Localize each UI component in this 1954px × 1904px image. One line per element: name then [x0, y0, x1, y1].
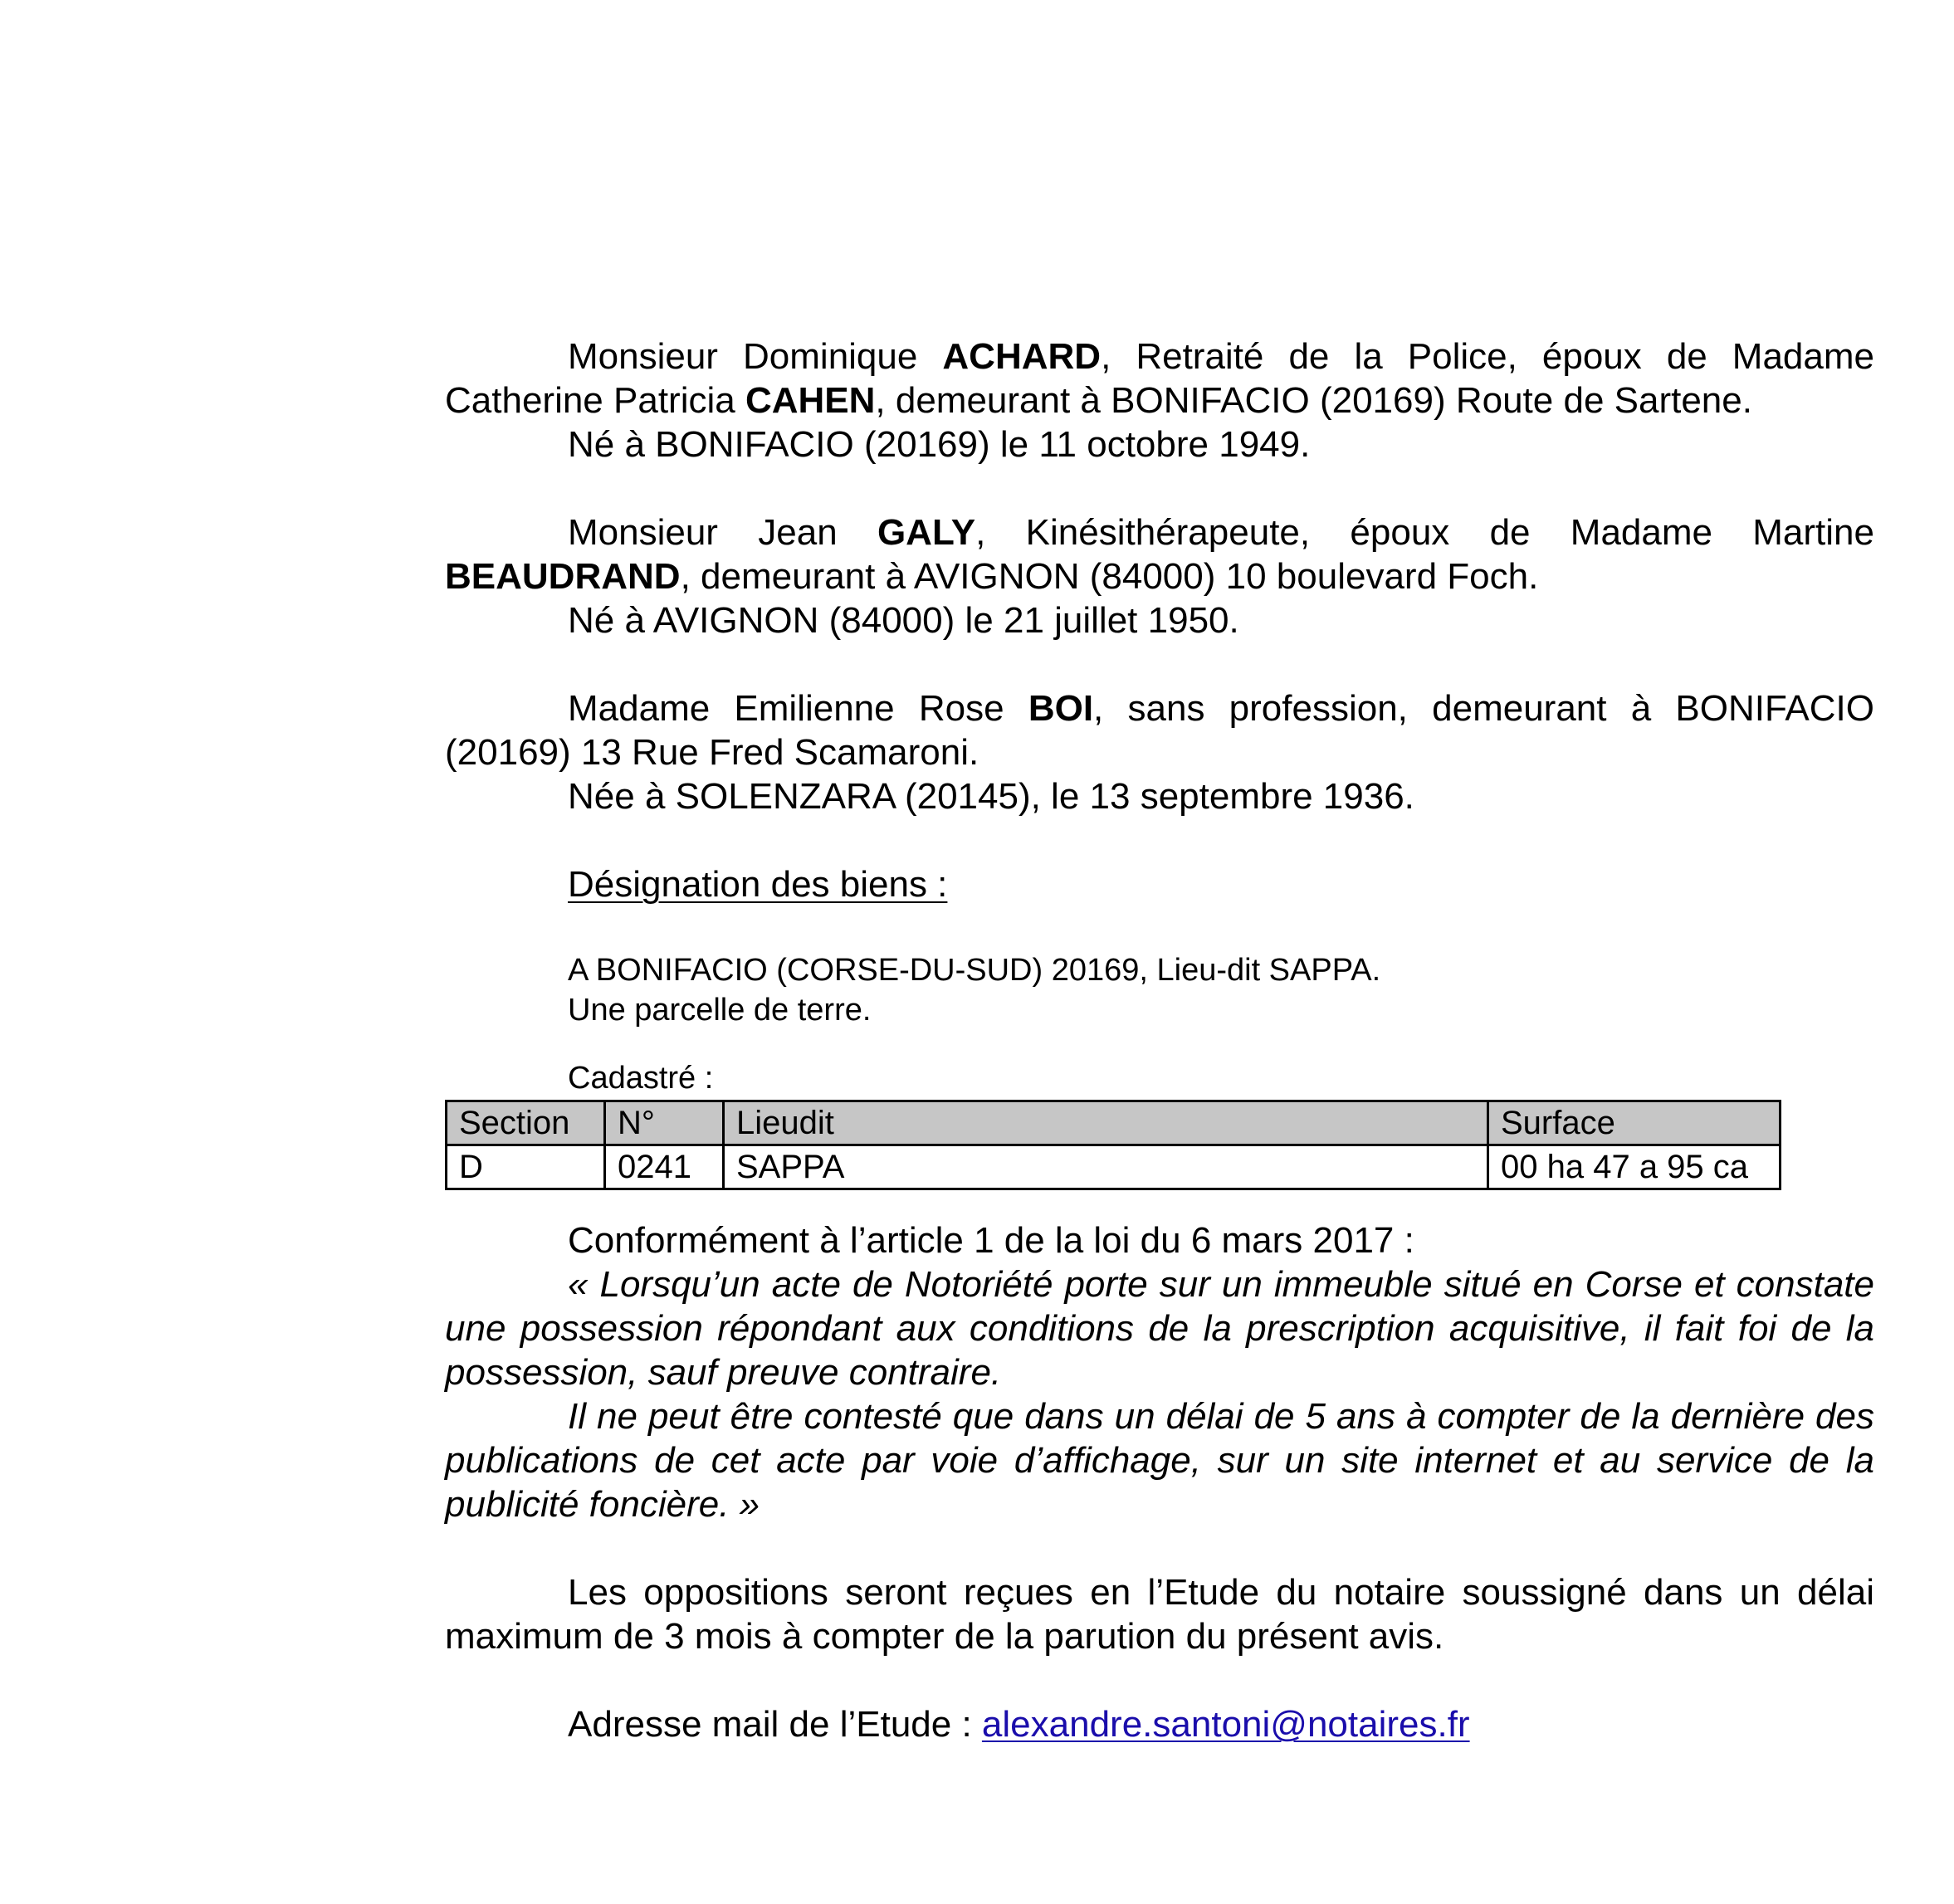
person-3-surname: BOI: [1028, 688, 1094, 729]
table-row: [447, 1145, 1781, 1189]
person-1-middle: , Retraité de la Police, époux de Madame Catherine Patricia: [445, 336, 1874, 421]
column-header-number: N°: [605, 1101, 724, 1145]
person-3-suffix: , sans profession, demeurant à BONIFACIO (20169) 13 Rue Fred Scamaroni.: [445, 688, 1875, 773]
person-1-birth: Né à BONIFACIO (20169) le 11 octobre 1949.: [568, 424, 1311, 465]
designation-description: Une parcelle de terre.: [568, 993, 872, 1028]
cadastre-header-row: [447, 1101, 1781, 1145]
spacer: [445, 818, 1874, 862]
column-header-surface: Surface: [1488, 1101, 1781, 1145]
email-link[interactable]: alexandre.santoni@notaires.fr: [981, 1704, 1470, 1745]
spacer: [445, 1030, 1874, 1058]
person-2-prefix: Monsieur Jean: [568, 512, 877, 553]
contact-line: [445, 1702, 1874, 1746]
person-1-suffix: , demeurant à BONIFACIO (20169) Route de Sartene.: [875, 380, 1752, 421]
spacer: [445, 1658, 1874, 1702]
spacer: [445, 1526, 1874, 1570]
law-quote-2: Il ne peut être contesté que dans un délai de 5 ans à compter de la dernière des publications de cet acte par voie d’affichage, sur un site internet et au service de la publicité foncière. »: [445, 1396, 1874, 1525]
notice-document: [445, 334, 1874, 1746]
person-1-spouse-surname: CAHEN: [745, 380, 876, 421]
person-1-prefix: Monsieur Dominique: [568, 336, 943, 377]
person-3-identity: [445, 686, 1874, 774]
person-3-birth: Née à SOLENZARA (20145), le 13 septembre 1936.: [568, 776, 1414, 817]
oppositions-text: Les oppositions seront reçues en l’Etude du notaire soussigné dans un délai maximum de 3 mois à compter de la parution du présent avis.: [445, 1572, 1874, 1657]
person-2-surname: GALY: [877, 512, 976, 553]
cadastre-table: [445, 1100, 1781, 1190]
contact-label: Adresse mail de l’Etude :: [568, 1704, 982, 1745]
designation-heading: [445, 862, 1874, 906]
spacer: [445, 642, 1874, 686]
cadastre-label: Cadastré :: [568, 1061, 714, 1096]
law-intro: Conformément à l’article 1 de la loi du 6 mars 2017 :: [568, 1220, 1414, 1261]
cell-section: D: [447, 1145, 605, 1189]
cell-lieudit: SAPPA: [724, 1145, 1488, 1189]
person-3-prefix: Madame Emilienne Rose: [568, 688, 1028, 729]
person-1-surname: ACHARD: [942, 336, 1102, 377]
person-2-suffix: , demeurant à AVIGNON (84000) 10 boulevard Foch.: [680, 556, 1539, 597]
person-2-middle: , Kinésithérapeute, époux de Madame Martine: [975, 512, 1874, 553]
spacer: [445, 1190, 1874, 1218]
law-quote-1: « Lorsqu’un acte de Notoriété porte sur un immeuble situé en Corse et constate une possession répondant aux conditions de la prescription acquisitive, il fait foi de la possession, sauf preuve contraire.: [445, 1264, 1874, 1393]
column-header-lieudit: Lieudit: [724, 1101, 1488, 1145]
person-2-identity: [445, 510, 1874, 598]
designation-location: A BONIFACIO (CORSE-DU-SUD) 20169, Lieu-dit SAPPA.: [568, 953, 1381, 988]
person-2-birth: Né à AVIGNON (84000) le 21 juillet 1950.: [568, 600, 1239, 641]
cell-surface: 00 ha 47 a 95 ca: [1488, 1145, 1781, 1189]
column-header-section: Section: [447, 1101, 605, 1145]
spacer: [445, 466, 1874, 510]
person-1-identity: [445, 334, 1874, 422]
designation-heading-text: Désignation des biens :: [568, 864, 948, 905]
person-2-spouse-surname: BEAUDRAND: [445, 556, 681, 597]
cell-number: 0241: [605, 1145, 724, 1189]
spacer: [445, 906, 1874, 950]
